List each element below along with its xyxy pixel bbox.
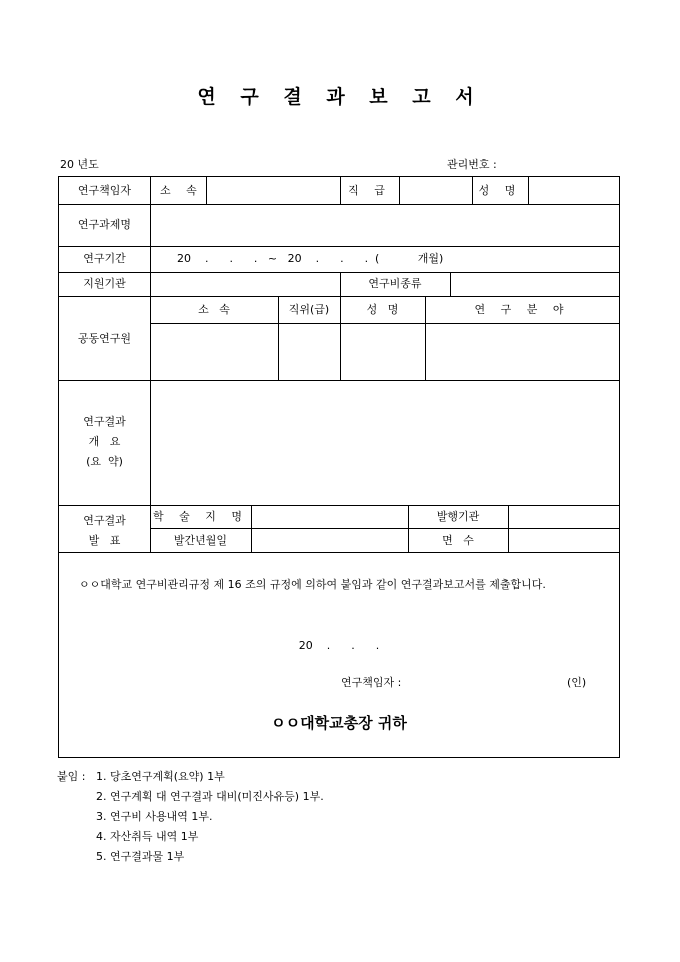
- support-agency-label: 지원기관: [83, 277, 126, 290]
- project-name-label: 연구과제명: [77, 218, 132, 231]
- journal-name-label: 학 술 지 명: [153, 510, 248, 523]
- page-title: 연 구 결 과 보 고 서: [197, 86, 483, 108]
- co-header-affiliation: 소 속: [198, 303, 230, 316]
- presentation-label-line1: 연구결과: [83, 514, 126, 527]
- seal-label: (인): [567, 676, 587, 689]
- summary-label-line3: (요 약): [86, 455, 123, 468]
- attachments-prefix: 붙임 :: [57, 770, 86, 783]
- attachment-item: 5. 연구결과물 1부: [96, 850, 185, 863]
- pages-label: 면 수: [442, 534, 474, 547]
- year-label: 20 년도: [60, 158, 99, 171]
- pub-date-label: 발간년월일: [173, 534, 228, 547]
- presentation-label-line2: 발 표: [88, 534, 121, 547]
- co-researchers-label: 공동연구원: [77, 332, 132, 345]
- date-line: 20 . . .: [298, 639, 380, 652]
- period-label: 연구기간: [83, 252, 126, 265]
- summary-label-line2: 개 요: [88, 435, 121, 448]
- period-value: 20 . . . ~ 20 . . . ( 개월): [177, 252, 444, 265]
- addressee: ㅇㅇ대학교총장 귀하: [271, 714, 407, 732]
- rank-label: 직 급: [348, 184, 391, 197]
- fund-type-label: 연구비종류: [368, 277, 422, 290]
- attachment-item: 1. 당초연구계획(요약) 1부: [96, 770, 225, 783]
- summary-label-line1: 연구결과: [83, 415, 126, 428]
- affiliation-label: 소 속: [160, 184, 203, 197]
- co-header-rank: 직위(급): [288, 303, 330, 316]
- co-header-field: 연 구 분 야: [474, 303, 570, 316]
- co-header-name: 성 명: [366, 303, 399, 316]
- attachment-item: 3. 연구비 사용내역 1부.: [96, 810, 213, 823]
- attachment-item: 2. 연구계획 대 연구결과 대비(미진사유등) 1부.: [96, 790, 324, 803]
- attachment-item: 4. 자산취득 내역 1부: [96, 830, 199, 843]
- declaration-text: ㅇㅇ대학교 연구비관리규정 제 16 조의 규정에 의하여 붙임과 같이 연구결과보고서를 제출합니다.: [79, 578, 546, 591]
- publisher-label: 발행기관: [436, 510, 480, 523]
- name-label: 성 명: [478, 184, 522, 197]
- management-number-label: 관리번호 :: [447, 158, 497, 171]
- pi-sign-label: 연구책임자 :: [341, 676, 402, 689]
- pi-label: 연구책임자: [77, 184, 132, 197]
- report-form: [58, 176, 620, 758]
